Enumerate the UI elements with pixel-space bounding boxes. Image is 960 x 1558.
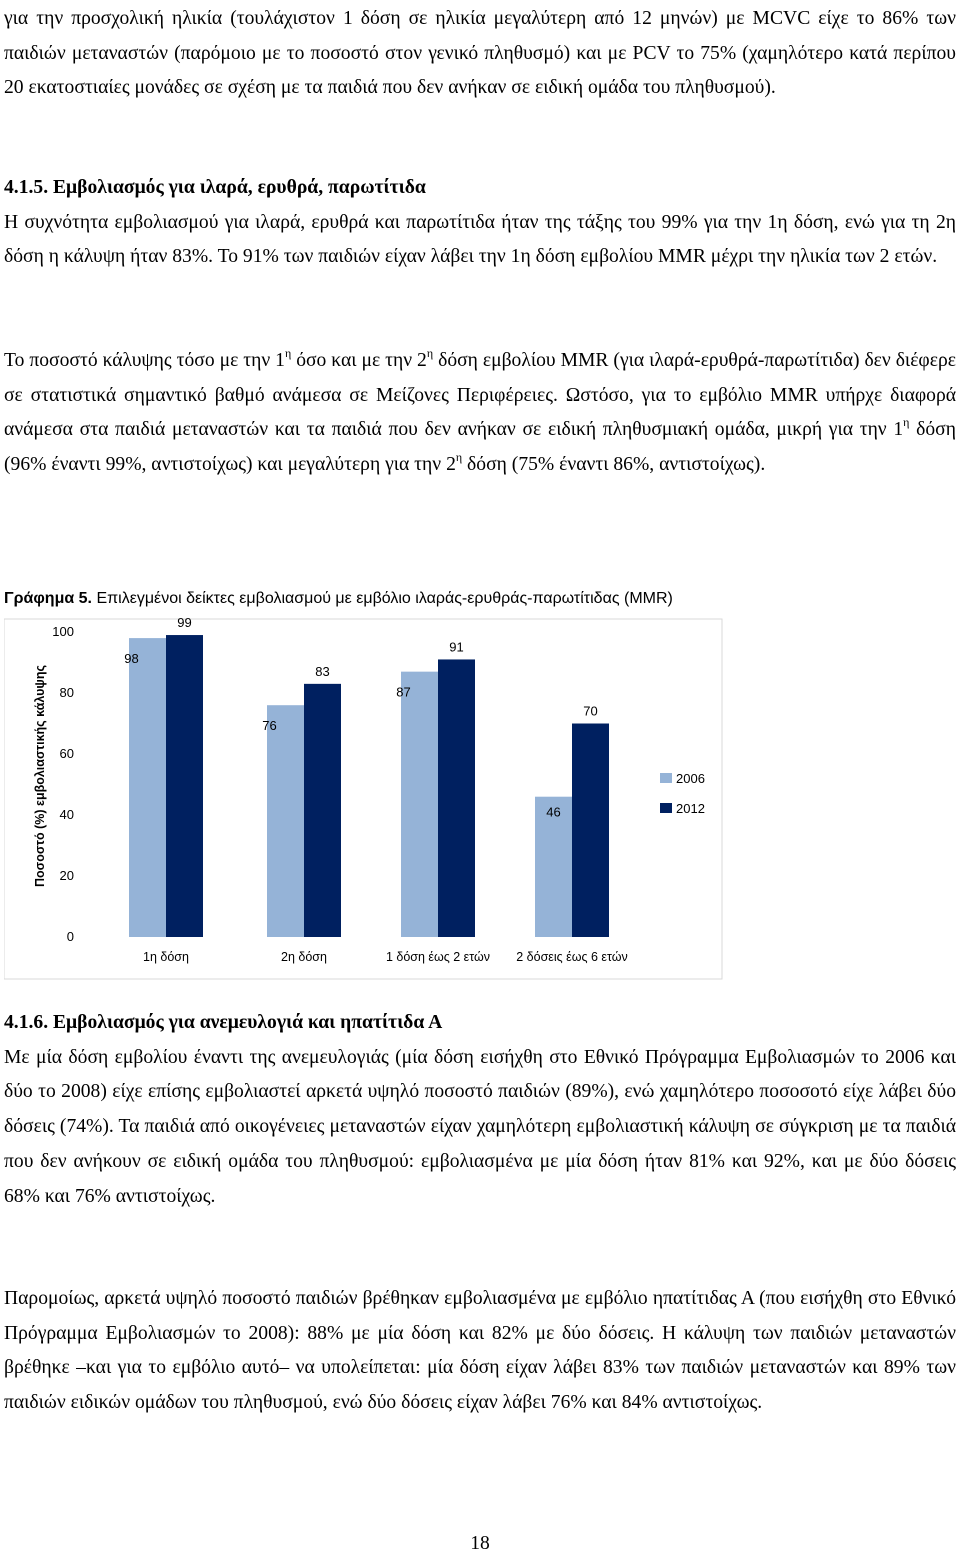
mmr-paragraph-1: Η συχνότητα εμβολιασμού για ιλαρά, ερυθρά και παρωτίτιδα ήταν της τάξης του 99% για την 1η δόση, ενώ για τη 2η δόση η κάλυψη ήταν 83%. Το 91% των παιδιών είχαν λάβει την 1η δόση εμβολίου MMR μέχρι την ηλικία των 2 ετών. (4, 211, 956, 268)
data-label-2012-4: 70 (583, 703, 598, 719)
section-heading-mmr: 4.1.5. Εμβολιασμός για ιλαρά, ερυθρά, παρωτίτιδα (4, 177, 426, 198)
legend (660, 771, 705, 816)
mmr-p2-part-b: όσο και με την 2 (291, 350, 427, 371)
y-tick-60: 60 (59, 746, 74, 761)
mmr-p2-part-d: δόση (96% έναντι 99%, αντιστοίχως) και μεγαλύτερη για την 2 (4, 419, 956, 476)
chart-border (4, 619, 722, 979)
y-tick-labels (52, 624, 74, 944)
page-number: 18 (470, 1533, 490, 1554)
intro-paragraph: για την προσχολική ηλικία (τουλάχιστον 1 δόση σε ηλικία μεγαλύτερη από 12 μηνών) με MCVC είχε το 86% των παιδιών μεταναστών (παρόμοιο με το ποσοστό στον γενικό πληθυσμό) και με PCV το 75% (χαμηλότερο κατά περίπου 20 εκατοστιαίες μονάδες σε σχέση με τα παιδιά που δεν ανήκαν σε ειδική ομάδα του πληθυσμού). (4, 8, 956, 99)
superscript-1: η (284, 346, 292, 360)
legend-label-2012: 2012 (676, 801, 705, 816)
section-mmr (4, 171, 956, 275)
bar-2006-3 (401, 672, 438, 937)
mmr-paragraph-2 (4, 344, 956, 483)
figure-caption-text: Επιλεγμένοι δείκτες εμβολιασμού με εμβόλιο ιλαράς-ερυθράς-παρωτίτιδας (MMR) (96, 590, 673, 607)
hepatitis-paragraph: Παρομοίως, αρκετά υψηλό ποσοστό παιδιών βρέθηκαν εμβολιασμένα με εμβόλιο ηπατίτιδας Α (που εισήχθη στο Εθνικό Πρόγραμμα Εμβολιασμών το 2008): 88% με μία δόση και 82% με δύο δόσεις. Η κάλυψη των παιδιών μεταναστών βρέθηκε –και για το εμβόλιο αυτό– να υπολείπεται: μία δόση είχαν λάβει 83% των παιδιών μεταναστών και 89% των παιδιών ειδικών ομάδων του πληθυσμού, ενώ δύο δόσεις είχαν λάβει 76% και 84% αντιστοίχως. (4, 1288, 956, 1414)
bars (129, 635, 609, 937)
section-varicella (4, 1006, 956, 1214)
legend-label-2006: 2006 (676, 771, 705, 786)
mmr-p2-part-e: δόση (75% έναντι 86%, αντιστοίχως). (462, 454, 766, 476)
superscript-3: η (903, 415, 910, 430)
bar-2012-4 (572, 724, 609, 938)
legend-swatch-2012 (660, 803, 672, 813)
x-tick-3: 1 δόση έως 2 ετών (385, 950, 491, 964)
data-label-2012-3: 91 (449, 639, 464, 655)
mmr-p2-part-c: δόση εμβολίου MMR (για ιλαρά-ερυθρά-παρωτίτιδα) δεν διέφερε σε στατιστικά σημαντικό βαθμό ανάμεσα σε Μείζονες Περιφέρειες. Ωστόσο, για το εμβόλιο MMR υπήρχε διαφορά ανάμεσα στα παιδιά μεταναστών και τα παιδιά που δεν ανήκαν σε ειδική πληθυσμιακή ομάδα, μικρή για την 1 (4, 350, 956, 441)
data-label-2006-2: 76 (262, 718, 277, 734)
legend-swatch-2006 (660, 773, 672, 783)
data-label-2006-1: 98 (124, 651, 139, 667)
y-tick-80: 80 (59, 685, 74, 700)
data-label-2012-1: 99 (177, 615, 192, 631)
x-tick-1: 1η δόση (143, 950, 189, 964)
bar-2006-1 (129, 638, 166, 937)
y-tick-0: 0 (66, 929, 74, 944)
chart-svg (4, 612, 956, 992)
data-label-2012-2: 83 (315, 663, 330, 679)
data-label-2006-4: 46 (546, 804, 561, 820)
x-tick-4: 2 δόσεις έως 6 ετών (516, 950, 628, 964)
bar-2012-3 (438, 659, 475, 937)
bar-2012-2 (304, 684, 341, 937)
mmr-p2-part-a: Το ποσοστό κάλυψης τόσο με την 1 (4, 350, 285, 371)
y-tick-40: 40 (59, 807, 74, 822)
superscript-4: η (455, 450, 463, 465)
data-label-2006-3: 87 (396, 684, 411, 700)
mmr-bar-chart (4, 612, 956, 992)
x-tick-labels (143, 950, 628, 964)
x-tick-2: 2η δόση (281, 950, 327, 964)
figure-caption (4, 587, 956, 611)
bar-2006-2 (267, 705, 304, 937)
figure-label: Γράφημα 5. (4, 590, 92, 607)
bar-2012-1 (166, 635, 203, 937)
superscript-2: η (426, 346, 434, 360)
y-tick-100: 100 (52, 624, 74, 639)
section-heading-varicella: 4.1.6. Εμβολιασμός για ανεμευλογιά και ηπατίτιδα Α (4, 1012, 443, 1033)
y-tick-20: 20 (59, 868, 74, 883)
y-axis-label: Ποσοστό (%) εμβολιαστικής κάλυψης (33, 665, 47, 887)
varicella-paragraph: Με μία δόση εμβολίου έναντι της ανεμευλογιάς (μία δόση εισήχθη στο Εθνικό Πρόγραμμα Εμβολιασμών το 2006 και δύο το 2008) είχε επίσης εμβολιαστεί αρκετά υψηλό ποσοστό παιδιών (89%), ενώ χαμηλότερο ποσοσοτό είχε λάβει δύο δόσεις (74%). Τα παιδιά από οικογένειες μεταναστών είχαν χαμηλότερη εμβολιαστική κάλυψη σε σύγκριση με τα παιδιά που δεν ανήκουν σε ειδική ομάδα του πληθυσμού: εμβολιασμένα με μία δόση ήταν 81% και 92%, και με δύο δόσεις 68% και 76% αντιστοίχως. (4, 1046, 956, 1207)
